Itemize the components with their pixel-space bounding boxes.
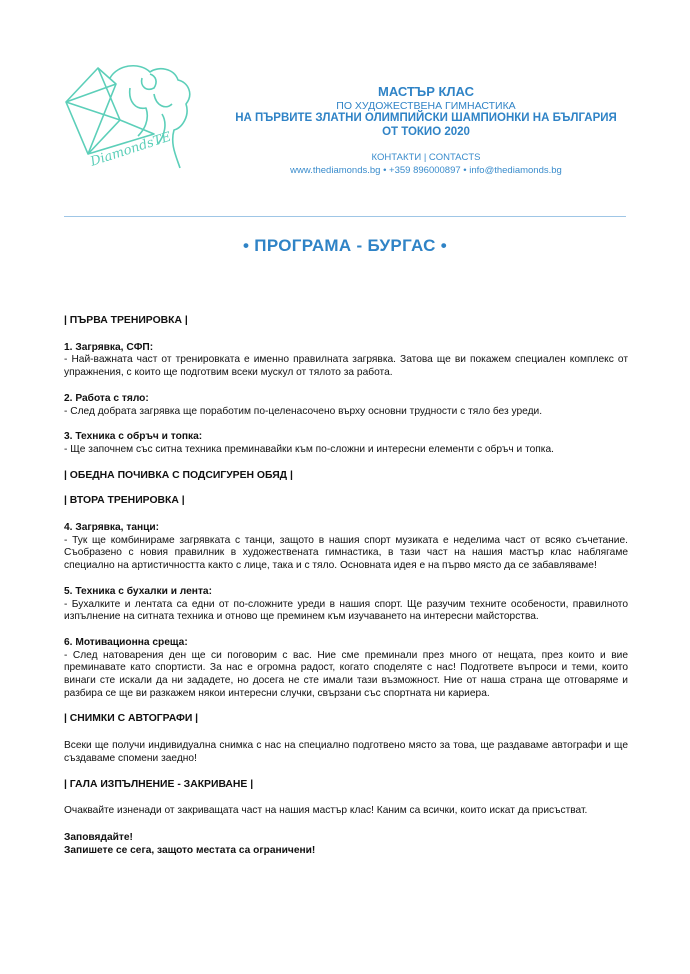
item-title: 1. Загрявка, СФП:: [64, 341, 154, 353]
contacts: [220, 152, 632, 178]
item-title: 5. Техника с бухалки и лента:: [64, 585, 212, 597]
program-title: • ПРОГРАМА - БУРГАС •: [243, 236, 447, 255]
program-body: [64, 315, 628, 857]
item-text: - Тук ще комбинираме загрявката с танци, защото в нашия спорт музиката е неделима част от всяко съчетание. Съобразено с новия правилник в художествената гимнастика, в тази част на нашия мастър клас наблягаме специално на артистичността както с лице, така и с тяло. Основната идея е на първо място да се забавляваме!: [64, 534, 628, 572]
diamonds-logo: [58, 58, 208, 198]
autographs-heading: | СНИМКИ С АВТОГРАФИ |: [64, 713, 199, 725]
closing-line1: Заповядайте!: [64, 831, 133, 843]
item-title: 4. Загрявка, танци:: [64, 522, 160, 534]
item-title: 6. Мотивационна среща:: [64, 636, 188, 648]
item-text: - Ще започнем със ситна техника преминавайки към по-сложни и интересни елементи с обръч и топка.: [64, 443, 554, 455]
diamond-silhouette-icon: [58, 58, 208, 198]
closing-line2: Запишете се сега, защото местата са ограничени!: [64, 844, 316, 856]
item-title: 2. Работа с тяло:: [64, 392, 149, 404]
item-title: 3. Техника с обръч и топка:: [64, 431, 203, 443]
header-line1: МАСТЪР КЛАС: [378, 84, 474, 99]
autographs-text: Всеки ще получи индивидуална снимка с нас на специално подготвено място за това, ще раздаваме автографи и ще създаваме спомени заедно!: [64, 740, 628, 764]
header-block: [220, 84, 632, 177]
contacts-line[interactable]: www.thediamonds.bg • +359 896000897 • info@thediamonds.bg: [290, 164, 562, 176]
contacts-label: КОНТАКТИ | CONTACTS: [371, 151, 481, 163]
gala-text: Очаквайте изненади от закриващата част на нашия мастър клас! Каним са всички, които искат да присъстват.: [64, 805, 588, 817]
section-heading: | ПЪРВА ТРЕНИРОВКА |: [64, 315, 188, 326]
section-heading: | ВТОРА ТРЕНИРОВКА |: [64, 495, 185, 507]
header-line2: ПО ХУДОЖЕСТВЕНА ГИМНАСТИКА: [336, 99, 516, 112]
header-line4: ОТ ТОКИО 2020: [382, 125, 470, 138]
header-line3: НА ПЪРВИТЕ ЗЛАТНИ ОЛИМПИЙСКИ ШАМПИОНКИ НА БЪЛГАРИЯ: [235, 112, 617, 125]
gala-heading: | ГАЛА ИЗПЪЛНЕНИЕ - ЗАКРИВАНЕ |: [64, 778, 254, 790]
svg-text:DiamondsTE: DiamondsTE: [88, 129, 174, 170]
item-text: - Бухалките и лентата са едни от по-сложните уреди в нашия спорт. Ще разучим техните особености, правилното изпълнение на ситната техника и отново ще преминем към изучаването на интересни майсторства.: [64, 598, 628, 623]
lunch-heading: | ОБЕДНА ПОЧИВКА С ПОДСИГУРЕН ОБЯД |: [64, 469, 293, 481]
item-text: - След натоварения ден ще си поговорим с вас. Ние сме преминали през много от нещата, през които и вие преминавате като спортисти. За нас е огромна радост, когато споделяте с нас! Подгответе въпроси и теми, които винаги сте искали да ни зададете, но досега не сте имали тази възможност. Ние от наша страна ще отговаряме и разбира се ще ви разкажем някои интересни случки, свързани със спортната ни кариера.: [64, 649, 628, 699]
item-text: - След добрата загрявка ще поработим по-целенасочено върху основни трудности с тяло без уреди.: [64, 405, 543, 417]
divider: [64, 216, 626, 217]
item-text: - Най-важната част от тренировката е именно правилната загрявка. Затова ще ви покажем специален комплекс от упражнения, с които ще подготвим всеки мускул от тялото за работа.: [64, 354, 628, 379]
